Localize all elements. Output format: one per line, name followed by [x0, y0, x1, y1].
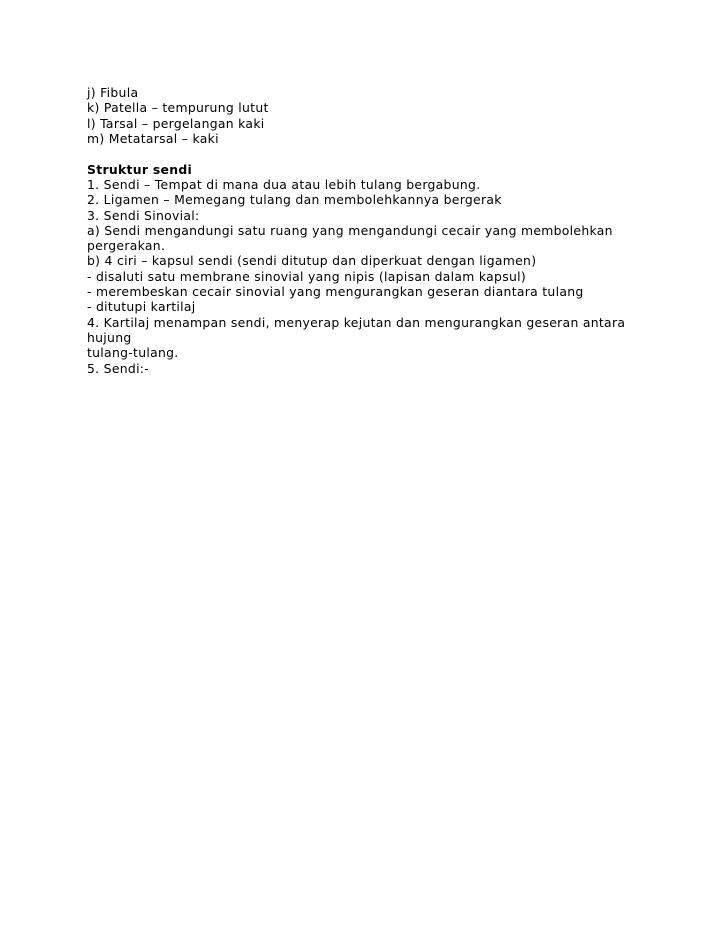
list-item: l) Tarsal – pergelangan kaki: [87, 115, 265, 131]
text-line: 2. Ligamen – Memegang tulang dan membolehkannya bergerak: [87, 192, 502, 208]
document-page: [87, 85, 647, 376]
text-line: 3. Sendi Sinovial:: [87, 207, 200, 223]
text-line: tulang-tulang.: [87, 345, 179, 361]
text-line: a) Sendi mengandungi satu ruang yang mengandungi cecair yang membolehkan: [87, 222, 613, 238]
text-line: - merembeskan cecair sinovial yang mengurangkan geseran diantara tulang: [87, 284, 584, 300]
section-heading: Struktur sendi: [87, 161, 193, 177]
text-line: 1. Sendi – Tempat di mana dua atau lebih tulang bergabung.: [87, 176, 481, 192]
text-line: hujung: [87, 329, 132, 345]
text-line: 4. Kartilaj menampan sendi, menyerap kejutan dan mengurangkan geseran antara: [87, 314, 626, 330]
text-line: b) 4 ciri – kapsul sendi (sendi ditutup dan diperkuat dengan ligamen): [87, 253, 537, 269]
list-item: j) Fibula: [87, 85, 139, 100]
text-line: pergerakan.: [87, 238, 166, 254]
text-line: 5. Sendi:-: [87, 360, 150, 376]
list-item: k) Patella – tempurung lutut: [87, 100, 269, 116]
list-item: m) Metatarsal – kaki: [87, 130, 219, 146]
text-line: - disaluti satu membrane sinovial yang nipis (lapisan dalam kapsul): [87, 268, 527, 284]
paragraph-gap: [87, 146, 647, 162]
text-line: - ditutupi kartilaj: [87, 299, 196, 315]
